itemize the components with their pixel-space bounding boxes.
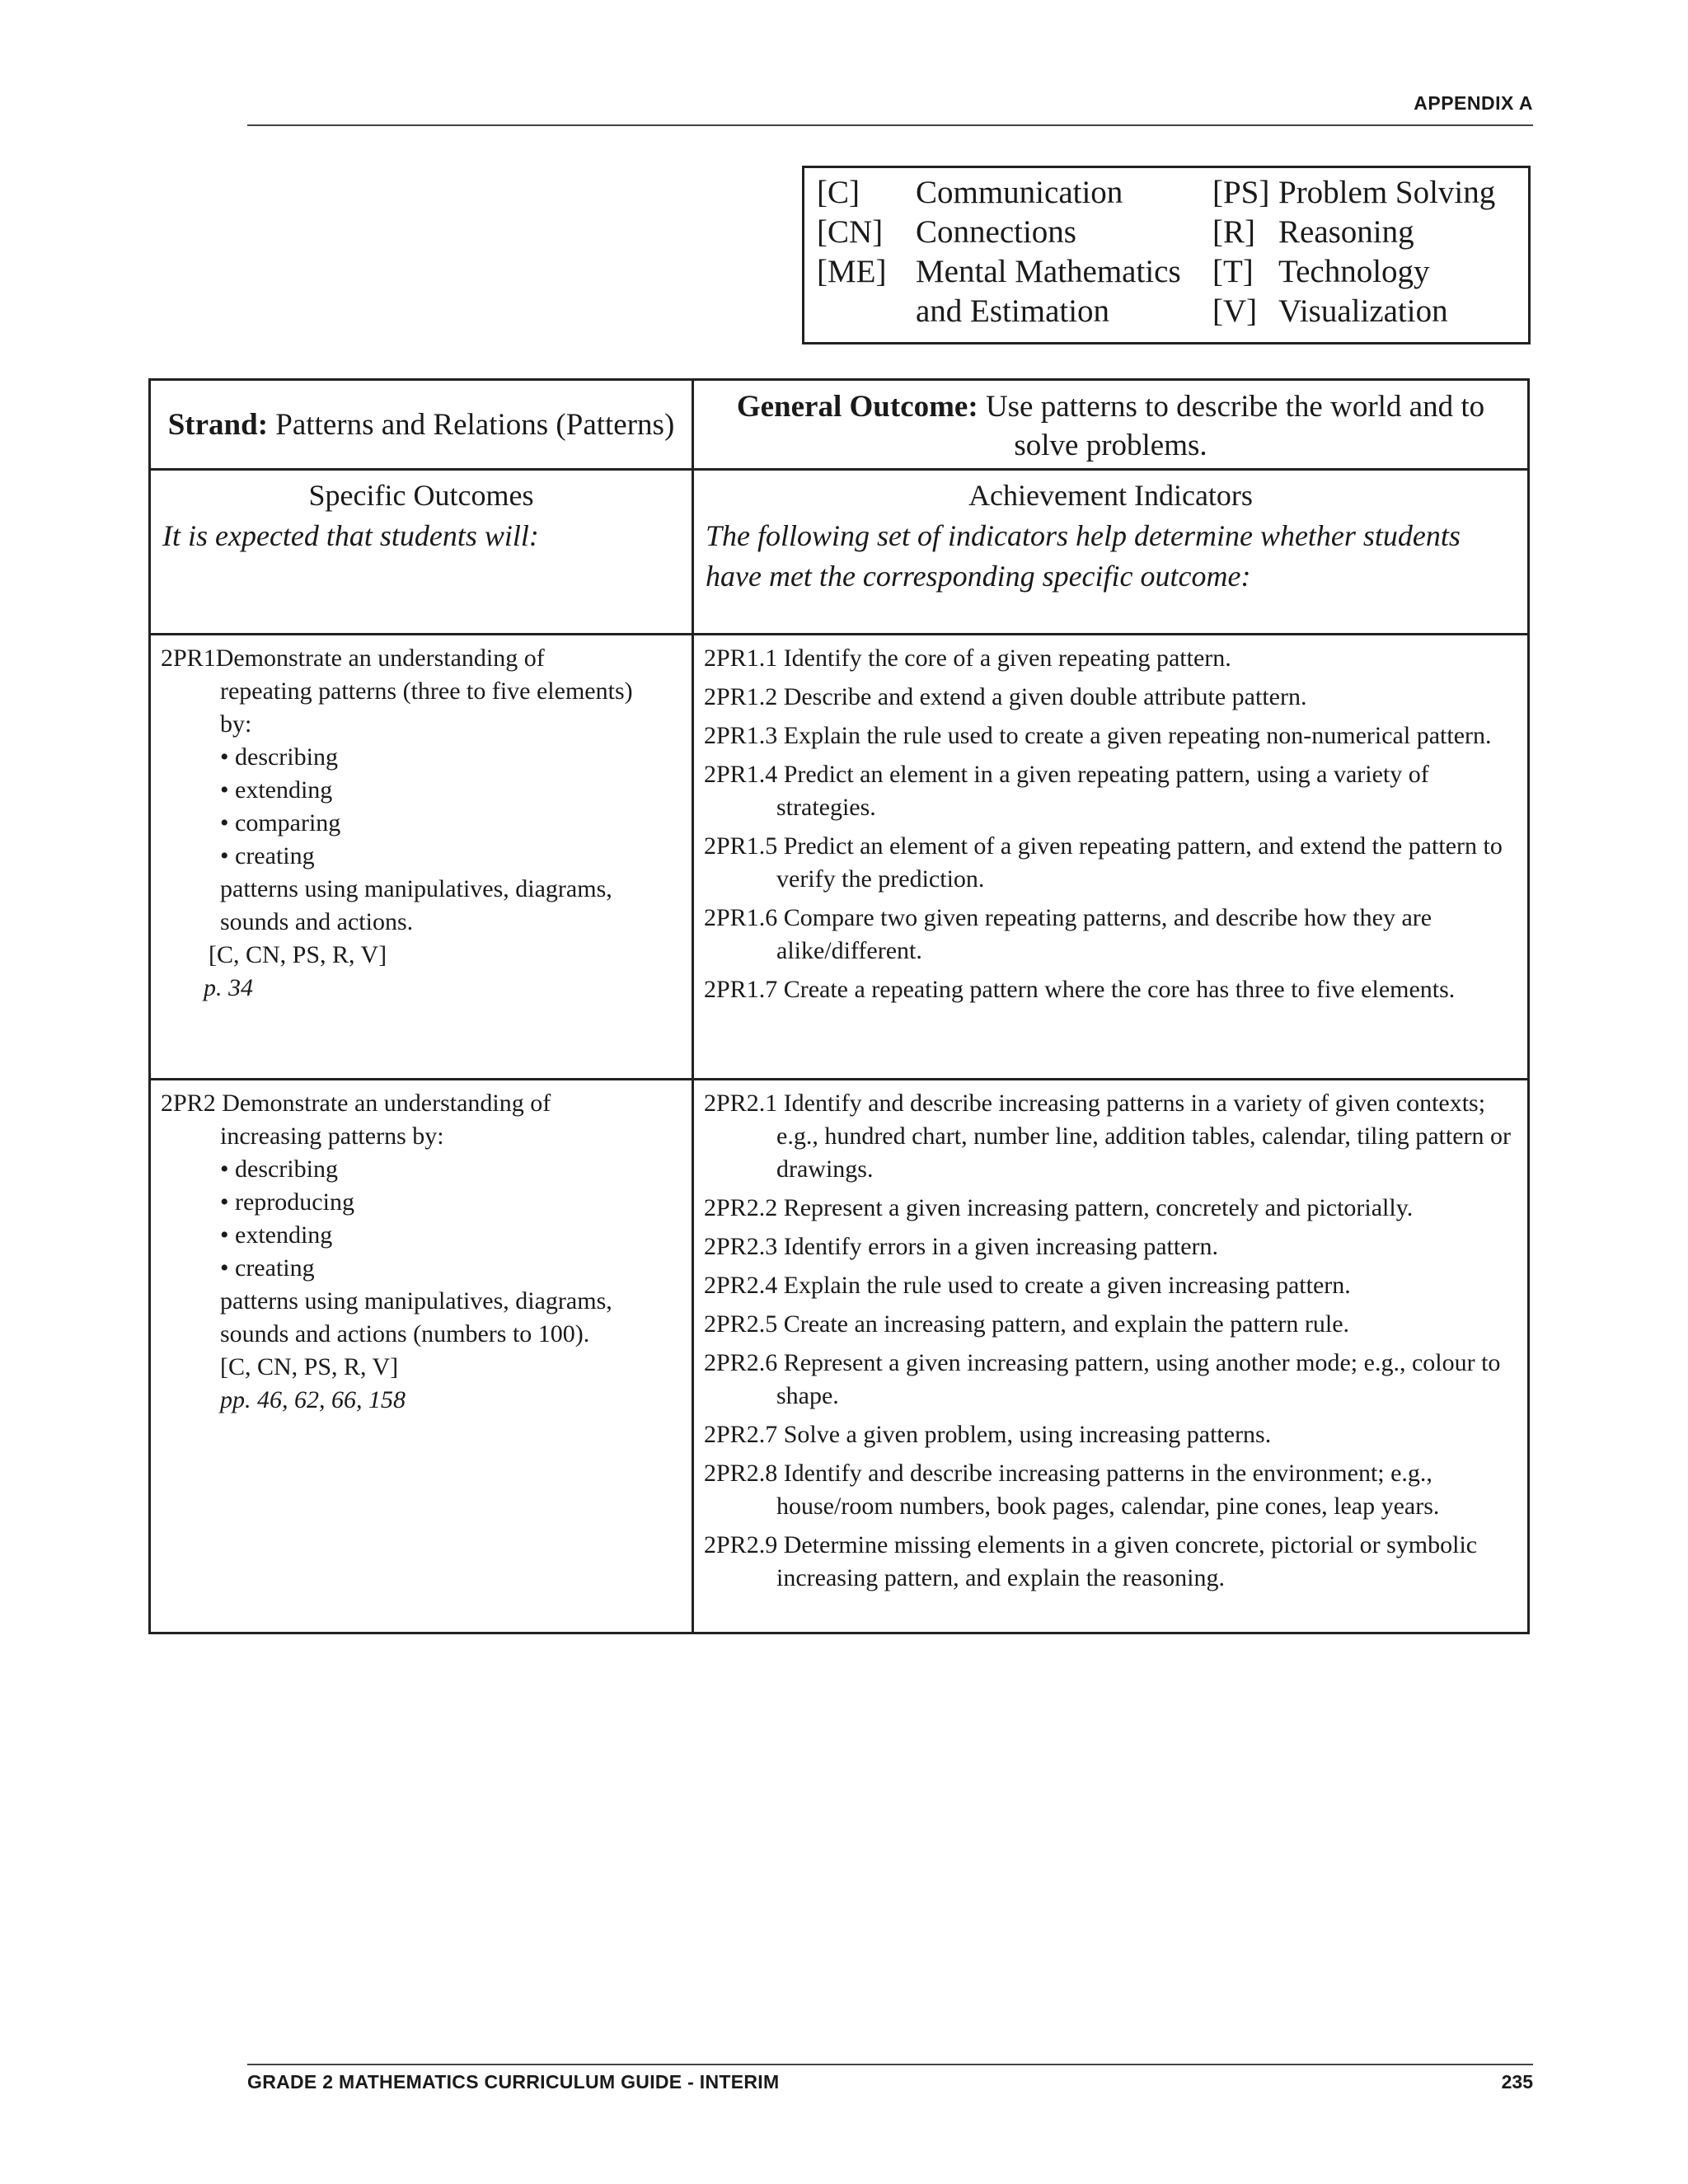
legend-code: [PS] — [1212, 175, 1270, 210]
legend-row — [804, 173, 1528, 213]
indicator-item: 2PR1.3 Explain the rule used to create a given repeating non-numerical pattern. — [704, 722, 1492, 749]
legend-code: [R] — [1212, 214, 1255, 250]
indicator-item: 2PR2.1 Identify and describe increasing patterns in a variety of given contexts; e.g., hundred chart, number line, addition tables, calendar, tiling pattern or drawings. — [704, 1090, 1512, 1183]
specific-outcome-2pr1 — [151, 635, 692, 1078]
outcome-text: sounds and actions. — [220, 908, 414, 935]
outcome-bullet: • comparing — [220, 809, 341, 837]
process-legend — [802, 166, 1531, 344]
outcome-bullet: • creating — [220, 842, 315, 869]
indicator-item: 2PR2.5 Create an increasing pattern, and explain the pattern rule. — [704, 1310, 1350, 1338]
indicator-item: 2PR2.3 Identify errors in a given increasing pattern. — [704, 1233, 1218, 1260]
strand-label: Strand: — [167, 407, 269, 442]
page-reference: pp. 46, 62, 66, 158 — [220, 1386, 406, 1413]
indicator-item: 2PR1.4 Predict an element in a given repeating pattern, using a variety of strategies. — [704, 761, 1429, 821]
legend-text: Communication — [916, 175, 1123, 210]
outcome-text: 2PR2 Demonstrate an understanding of — [161, 1090, 551, 1117]
legend-code: [ME] — [817, 254, 887, 289]
general-outcome-text: Use patterns to describe the world and to solve problems. — [985, 390, 1485, 462]
outcome-bullet: • describing — [220, 1155, 338, 1183]
specific-outcomes-subheading: It is expected that students will: — [162, 519, 539, 552]
general-outcome-label: General Outcome: — [736, 390, 978, 424]
outcome-text: by: — [220, 710, 252, 738]
indicator-item: 2PR2.2 Represent a given increasing pattern, concretely and pictorially. — [704, 1194, 1414, 1221]
indicator-item: 2PR2.4 Explain the rule used to create a given increasing pattern. — [704, 1272, 1351, 1299]
indicator-item: 2PR2.9 Determine missing elements in a given concrete, pictorial or symbolic increasing pattern, and explain the reasoning. — [704, 1531, 1478, 1591]
appendix-label: APPENDIX A — [1414, 92, 1533, 114]
outcome-text: patterns using manipulatives, diagrams, — [220, 1287, 612, 1315]
outcome-bullet: • extending — [220, 1221, 333, 1249]
legend-code: [T] — [1212, 254, 1254, 289]
strand-value: Patterns and Relations (Patterns) — [275, 407, 675, 442]
outcome-bullet: • reproducing — [220, 1188, 354, 1216]
outcome-text: increasing patterns by: — [220, 1122, 444, 1150]
indicator-item: 2PR1.7 Create a repeating pattern where the core has three to five elements. — [704, 976, 1456, 1003]
footer-rule — [247, 2064, 1533, 2065]
indicator-item: 2PR1.5 Predict an element of a given repeating pattern, and extend the pattern to verify the prediction. — [704, 832, 1503, 893]
outcomes-table — [148, 378, 1530, 1634]
footer-title: GRADE 2 MATHEMATICS CURRICULUM GUIDE - INTERIM — [247, 2071, 780, 2093]
indicator-item: 2PR2.7 Solve a given problem, using increasing patterns. — [704, 1421, 1272, 1448]
legend-row — [804, 292, 1528, 331]
specific-outcome-2pr2 — [151, 1080, 692, 1633]
legend-text: Problem Solving — [1278, 175, 1496, 210]
general-outcome-cell — [694, 381, 1527, 468]
legend-text: Technology — [1278, 254, 1430, 289]
legend-row — [804, 213, 1528, 252]
specific-outcomes-header — [151, 471, 692, 633]
process-codes: [C, CN, PS, R, V] — [220, 1353, 399, 1380]
page-reference: p. 34 — [204, 974, 253, 1001]
indicator-item: 2PR2.6 Represent a given increasing pattern, using another mode; e.g., colour to shape. — [704, 1349, 1501, 1409]
legend-text: Mental Mathematics — [916, 254, 1181, 289]
legend-text: Connections — [916, 214, 1076, 250]
outcome-text: 2PR1Demonstrate an understanding of — [161, 644, 545, 672]
outcome-bullet: • describing — [220, 743, 338, 771]
outcome-bullet: • extending — [220, 776, 333, 804]
indicator-item: 2PR1.6 Compare two given repeating patterns, and describe how they are alike/different. — [704, 904, 1432, 964]
process-codes: [C, CN, PS, R, V] — [209, 941, 387, 968]
legend-code: [V] — [1212, 293, 1258, 329]
outcome-text: repeating patterns (three to five elements) — [220, 677, 633, 705]
indicator-item: 2PR2.8 Identify and describe increasing patterns in the environment; e.g., house/room numbers, book pages, calendar, pine cones, leap years. — [704, 1460, 1440, 1520]
achievement-indicators-subheading: The following set of indicators help determine whether students have met the corresponding specific outcome: — [706, 519, 1461, 593]
achievement-indicators-2pr2 — [694, 1080, 1527, 1633]
header-rule — [247, 124, 1533, 126]
achievement-indicators-heading: Achievement Indicators — [968, 479, 1253, 512]
indicator-item: 2PR1.2 Describe and extend a given double attribute pattern. — [704, 683, 1307, 710]
outcome-text: sounds and actions (numbers to 100). — [220, 1320, 590, 1347]
legend-text: Visualization — [1278, 293, 1448, 329]
legend-code: [CN] — [817, 214, 884, 250]
legend-code: [C] — [817, 175, 860, 210]
achievement-indicators-header — [694, 471, 1527, 633]
outcome-bullet: • creating — [220, 1254, 315, 1282]
legend-text: and Estimation — [916, 293, 1110, 329]
legend-text: Reasoning — [1278, 214, 1414, 250]
page-number: 235 — [1501, 2071, 1533, 2093]
indicator-item: 2PR1.1 Identify the core of a given repeating pattern. — [704, 644, 1231, 672]
specific-outcomes-heading: Specific Outcomes — [308, 479, 534, 512]
outcome-text: patterns using manipulatives, diagrams, — [220, 875, 612, 902]
achievement-indicators-2pr1 — [694, 635, 1527, 1078]
strand-cell — [151, 381, 692, 468]
legend-row — [804, 252, 1528, 292]
